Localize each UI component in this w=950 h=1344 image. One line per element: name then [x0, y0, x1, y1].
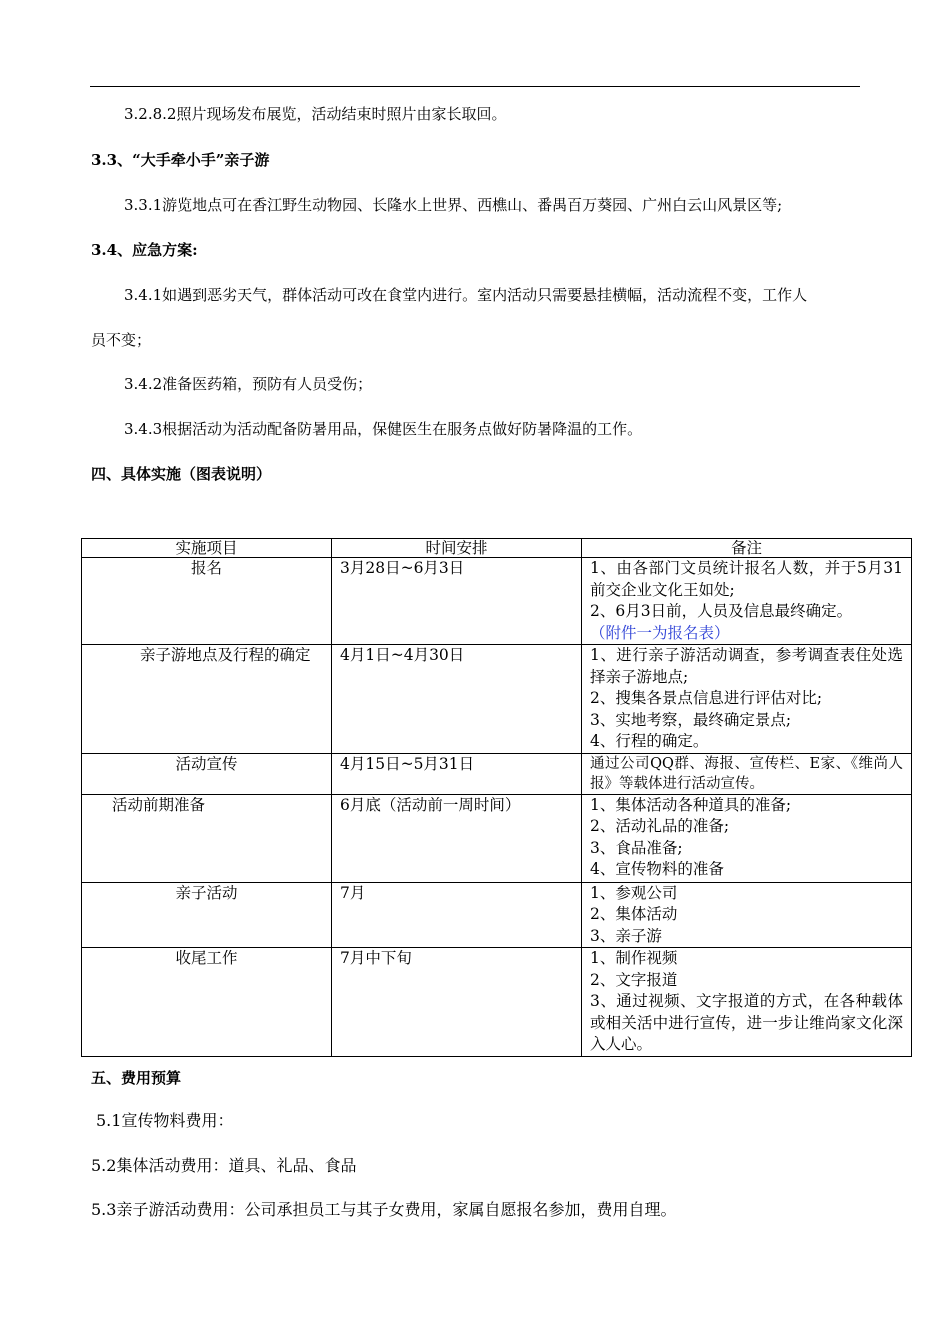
- table-header-item: 实施项目: [82, 539, 332, 558]
- table-header-time: 时间安排: [332, 539, 582, 558]
- header-rule: [90, 86, 860, 87]
- paragraph-3-4-1-cont: 员不变；: [91, 331, 152, 349]
- table-row: [82, 558, 912, 645]
- row-item: 亲子活动: [82, 882, 332, 948]
- heading-3-3: 3.3、“大手牵小手”亲子游: [91, 151, 270, 169]
- row-notes: [582, 948, 912, 1057]
- note-line: 2、集体活动: [590, 905, 678, 923]
- table-header-row: [82, 539, 912, 558]
- note-line: 2、6月3日前，人员及信息最终确定。: [590, 602, 853, 620]
- note-line: 4、行程的确定。: [590, 732, 709, 750]
- attachment-link[interactable]: （附件一为报名表）: [590, 623, 730, 642]
- paragraph-3-4-2: 3.4.2准备医药箱，预防有人员受伤；: [124, 375, 373, 393]
- row-notes: [582, 645, 912, 754]
- paragraph-3-3-1: 3.3.1游览地点可在香江野生动物园、长隆水上世界、西樵山、番禺百万葵园、广州白云山风景区等;: [124, 196, 783, 214]
- row-time: 4月1日~4月30日: [332, 645, 582, 754]
- table-row: [82, 882, 912, 948]
- note-line: 2、搜集各景点信息进行评估对比;: [590, 689, 823, 707]
- note-line: 3、食品准备;: [590, 838, 683, 857]
- row-notes: [582, 753, 912, 794]
- note-line: 1、参观公司: [590, 883, 678, 902]
- row-time: 6月底（活动前一周时间）: [332, 794, 582, 882]
- row-notes: [582, 558, 912, 645]
- row-item: 亲子游地点及行程的确定: [82, 645, 332, 754]
- row-notes: [582, 882, 912, 948]
- row-item: 收尾工作: [82, 948, 332, 1057]
- table-header-notes: 备注: [582, 539, 912, 558]
- row-item: 活动宣传: [82, 753, 332, 794]
- row-notes: [582, 794, 912, 882]
- heading-4: 四、具体实施（图表说明）: [91, 465, 272, 483]
- note-line: 1、制作视频: [590, 949, 678, 967]
- paragraph-5-1: 5.1宣传物料费用：: [96, 1111, 234, 1130]
- heading-5: 五、费用预算: [91, 1069, 182, 1087]
- table-row: [82, 948, 912, 1057]
- paragraph-3-4-3: 3.4.3根据活动为活动配备防暑用品，保健医生在服务点做好防暑降温的工作。: [124, 420, 643, 438]
- note-line: 4、宣传物料的准备: [590, 860, 724, 878]
- note-line: 3、通过视频、文字报道的方式，在各种载体或相关活中进行宣传，进一步让维尚家文化深入人心。: [590, 992, 903, 1053]
- row-time: 7月中下旬: [332, 948, 582, 1057]
- note-line: 1、进行亲子游活动调查，参考调查表住处选择亲子游地点;: [590, 646, 903, 686]
- note-line: 3、实地考察，最终确定景点;: [590, 710, 792, 729]
- row-time: 3月28日~6月3日: [332, 558, 582, 645]
- implementation-table: [81, 538, 912, 1057]
- note-line: 1、集体活动各种道具的准备;: [590, 795, 792, 814]
- note-line: 2、活动礼品的准备;: [590, 817, 730, 835]
- note-line: 通过公司QQ群、海报、宣传栏、E家、《维尚人报》等载体进行活动宣传。: [590, 755, 903, 792]
- paragraph-5-2: 5.2集体活动费用：道具、礼品、食品: [91, 1156, 357, 1175]
- row-time: 4月15日~5月31日: [332, 753, 582, 794]
- table-row: [82, 794, 912, 882]
- note-line: 3、亲子游: [590, 926, 662, 945]
- table-row: [82, 753, 912, 794]
- paragraph-5-3: 5.3亲子游活动费用：公司承担员工与其子女费用，家属自愿报名参加，费用自理。: [91, 1200, 677, 1219]
- note-line: 2、文字报道: [590, 970, 678, 989]
- row-item: 报名: [82, 558, 332, 645]
- paragraph-3-4-1: 3.4.1如遇到恶劣天气，群体活动可改在食堂内进行。室内活动只需要悬挂横幅，活动流程不变，工作人: [124, 286, 808, 304]
- note-line: 1、由各部门文员统计报名人数，并于5月31前交企业文化王如处;: [590, 559, 903, 599]
- table-row: [82, 645, 912, 754]
- heading-3-4: 3.4、应急方案:: [91, 241, 198, 259]
- paragraph-3-2-8-2: 3.2.8.2照片现场发布展览，活动结束时照片由家长取回。: [124, 105, 507, 123]
- row-time: 7月: [332, 882, 582, 948]
- row-item: 活动前期准备: [82, 794, 332, 882]
